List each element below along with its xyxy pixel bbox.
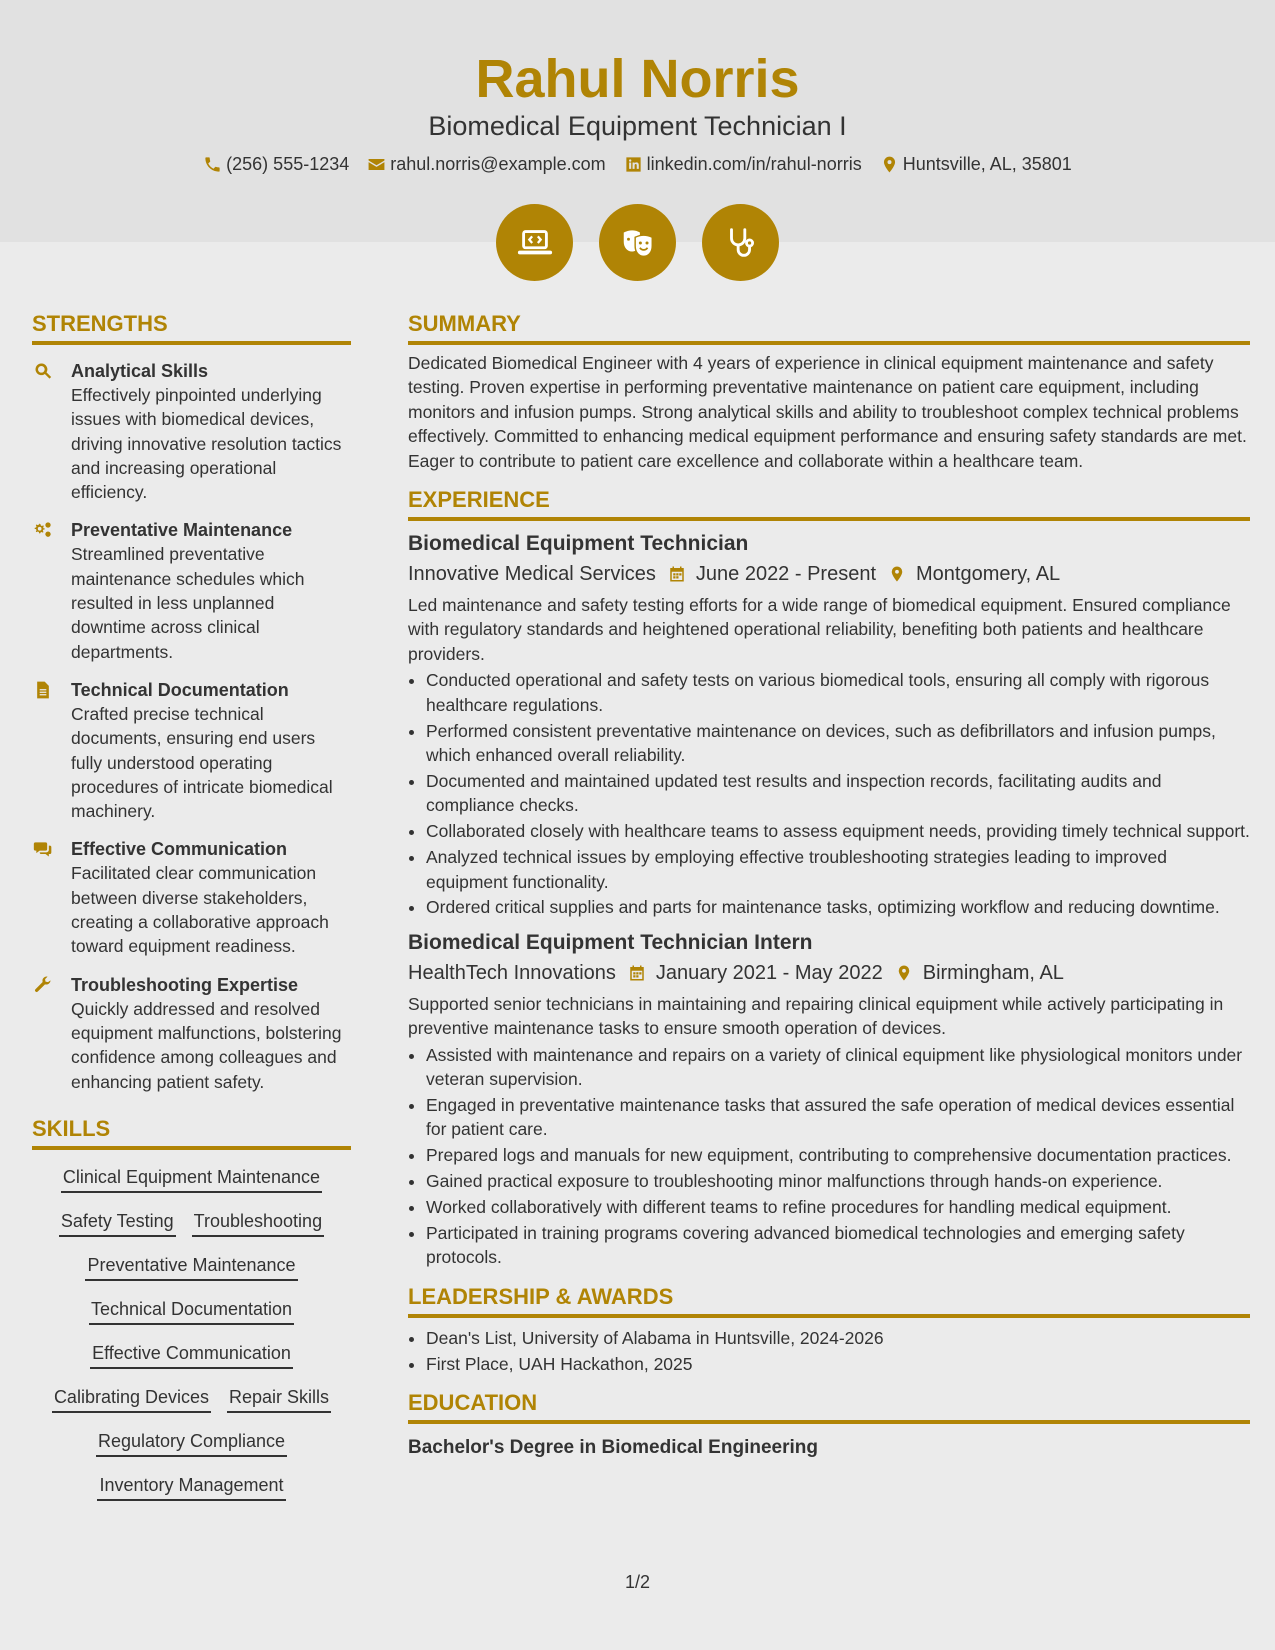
linkedin-text[interactable]: linkedin.com/in/rahul-norris (646, 154, 862, 174)
strength-desc: Effectively pinpointed underlying issues with biomedical devices, driving innovative resolution tactics and increasing operational efficiency. (71, 385, 342, 503)
degree-title: Bachelor's Degree in Biomedical Engineering (408, 1437, 818, 1459)
skills-heading: SKILLS (32, 1114, 351, 1150)
experience-heading: EXPERIENCE (408, 485, 1250, 521)
bullet-item: • Prepared logs and manuals for new equipment, contributing to comprehensive documentation practices. (426, 1143, 1250, 1167)
calendar-icon (668, 564, 686, 584)
badge-row (0, 204, 1275, 281)
bullet-item: • Assisted with maintenance and repairs on a variety of clinical equipment like physiological monitors under veteran supervision. (426, 1043, 1250, 1092)
gears-icon (32, 520, 56, 542)
summary-heading: SUMMARY (408, 309, 1250, 345)
job-dates: January 2021 - May 2022 (655, 961, 883, 984)
strength-title: Effective Communication (71, 839, 288, 860)
comments-icon (32, 839, 56, 861)
contact-phone (203, 151, 349, 177)
skill-tag: Troubleshooting (192, 1208, 324, 1237)
map-pin-icon (880, 155, 899, 174)
bullet-item: • Engaged in preventative maintenance tasks that assured the safe operation of medical devices essential for patient care. (426, 1093, 1250, 1142)
bullet-item: • Analyzed technical issues by employing effective troubleshooting strategies leading to improved equipment functionality. (426, 845, 1250, 894)
right-column (408, 309, 1250, 1462)
strength-item (32, 518, 351, 663)
calendar-icon (628, 963, 646, 983)
contact-location (880, 151, 1072, 177)
strength-desc: Quickly addressed and resolved equipment malfunctions, bolstering confidence among colleagues and enhancing patient safety. (71, 998, 342, 1092)
strength-desc: Crafted precise technical documents, ensuring end users fully understood operating procedures of intricate biomedical machinery. (71, 703, 333, 822)
skill-tag: Clinical Equipment Maintenance (61, 1164, 322, 1193)
strength-desc: Streamlined preventative maintenance schedules which resulted in less unplanned downtime across clinical departments. (71, 544, 305, 662)
bullet-item: • Conducted operational and safety tests on various biomedical tools, ensuring all comply with rigorous healthcare regulations. (426, 668, 1250, 717)
theater-masks-icon (599, 204, 676, 281)
skill-tag: Preventative Maintenance (85, 1252, 297, 1281)
strength-title: Troubleshooting Expertise (71, 974, 299, 995)
search-icon (32, 361, 56, 383)
laptop-code-icon (496, 204, 573, 281)
summary-text: Dedicated Biomedical Engineer with 4 years of experience in clinical equipment maintenance and safety testing. Proven expertise in performing preventative maintenance on patient care equipment, including monitors and infusion pumps. Strong analytical skills and ability to troubleshoot complex technical problems effectively. Committed to enhancing medical equipment performance and ensuring safety standards are met. Eager to contribute to patient care excellence and collaborate within a healthcare team. (408, 353, 1247, 471)
strength-item (32, 973, 351, 1094)
phone-icon (203, 155, 222, 174)
job-entry (408, 928, 1250, 1270)
wrench-icon (32, 975, 56, 997)
strength-title: Analytical Skills (71, 361, 209, 381)
job-bullets (408, 1043, 1250, 1270)
award-item: • First Place, UAH Hackathon, 2025 (426, 1352, 1250, 1376)
mail-icon (367, 155, 386, 174)
job-title-headline: Biomedical Equipment Technician I (428, 111, 847, 141)
email-text[interactable]: rahul.norris@example.com (390, 154, 606, 174)
bullet-item: • Ordered critical supplies and parts for maintenance tasks, optimizing workflow and reducing downtime. (426, 895, 1250, 919)
contact-linkedin[interactable] (624, 151, 862, 177)
left-column (32, 309, 351, 1516)
page-number: 1/2 (624, 1572, 651, 1592)
location-text: Huntsville, AL, 35801 (902, 154, 1072, 174)
job-bullets (408, 668, 1250, 920)
job-summary: Supported senior technicians in maintaining and repairing clinical equipment while actively participating in preventive maintenance tasks to ensure smooth operation of devices. (408, 993, 1224, 1039)
document-icon (32, 680, 56, 702)
awards-heading: LEADERSHIP & AWARDS (408, 1282, 1250, 1318)
contact-row (0, 151, 1275, 177)
job-location: Montgomery, AL (916, 563, 1061, 586)
candidate-name: Rahul Norris (475, 49, 800, 109)
skill-tag: Calibrating Devices (52, 1384, 211, 1413)
bullet-item: • Documented and maintained updated test results and inspection records, facilitating audits and compliance checks. (426, 769, 1250, 818)
stethoscope-icon (702, 204, 779, 281)
job-meta (408, 559, 1250, 589)
job-title: Biomedical Equipment Technician Intern (408, 930, 813, 954)
skill-tag: Safety Testing (59, 1208, 176, 1237)
linkedin-icon (624, 155, 643, 174)
award-item: • Dean's List, University of Alabama in Huntsville, 2024-2026 (426, 1326, 1250, 1350)
bullet-item: • Performed consistent preventative maintenance on devices, such as defibrillators and infusion pumps, which enhanced overall reliability. (426, 719, 1250, 768)
job-location: Birmingham, AL (922, 961, 1064, 984)
job-summary: Led maintenance and safety testing efforts for a wide range of biomedical equipment. Ensured compliance with regulatory standards and heightened operational reliability, benefiting both patients and healthcare providers. (408, 595, 1231, 664)
map-pin-icon (888, 564, 906, 584)
job-meta (408, 958, 1250, 988)
bullet-item: • Participated in training programs covering advanced biomedical technologies and emerging safety protocols. (426, 1221, 1250, 1270)
skill-tag: Inventory Management (97, 1472, 285, 1501)
skill-tag: Repair Skills (227, 1384, 331, 1413)
contact-email[interactable] (367, 151, 605, 177)
bullet-item: • Gained practical exposure to troubleshooting minor malfunctions through hands-on experience. (426, 1169, 1250, 1193)
job-title: Biomedical Equipment Technician (408, 532, 749, 556)
strength-desc: Facilitated clear communication between diverse stakeholders, creating a collaborative approach toward equipment readiness. (71, 863, 329, 957)
job-dates: June 2022 - Present (695, 563, 877, 586)
awards-list (408, 1326, 1250, 1376)
strength-item (32, 678, 351, 823)
strength-item (32, 837, 351, 958)
map-pin-icon (895, 963, 913, 983)
strengths-heading: STRENGTHS (32, 309, 351, 345)
skill-tag: Effective Communication (90, 1340, 293, 1369)
strength-title: Technical Documentation (71, 679, 289, 700)
bullet-item: • Worked collaboratively with different teams to refine procedures for handling medical equipment. (426, 1195, 1250, 1219)
bullet-item: • Collaborated closely with healthcare teams to assess equipment needs, providing timely technical support. (426, 819, 1250, 843)
strength-title: Preventative Maintenance (71, 520, 293, 541)
job-company: Innovative Medical Services (408, 563, 656, 586)
job-entry (408, 529, 1250, 920)
skill-tag: Regulatory Compliance (96, 1428, 287, 1457)
skills-list (32, 1164, 351, 1501)
skill-tag: Technical Documentation (89, 1296, 294, 1325)
phone-text: (256) 555-1234 (226, 154, 350, 174)
strength-item (32, 359, 351, 504)
job-company: HealthTech Innovations (408, 961, 616, 984)
education-heading: EDUCATION (408, 1388, 1250, 1424)
